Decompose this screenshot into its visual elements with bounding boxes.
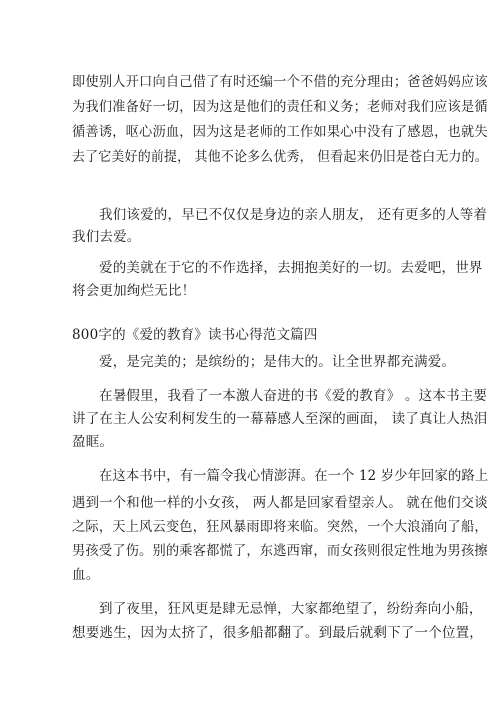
text-line: 我们去爱。 (72, 229, 141, 245)
text-line: 去了它美好的前提， 其他不论多么优秀， 但看起来仍旧是苍白无力的。 (72, 149, 488, 165)
text-line: 到了夜里，狂风更是肆无忌惮，大家都绝望了，纷纷奔向小船， (99, 601, 483, 617)
text-line: 之际，天上风云变色，狂风暴雨即将来临。突然，一个大浪涌向了船， (72, 519, 488, 535)
text-line: 循善诱，呕心沥血，因为这是老师的工作如果心中没有了感恩，也就失 (72, 124, 488, 140)
text-line: 血。 (72, 567, 100, 583)
text-line: 爱的美就在于它的不作选择，去拥抱美好的一切。去爱吧，世界 (99, 260, 483, 276)
text-line: 将会更加绚烂无比！ (72, 283, 196, 299)
text-line: 讲了在主人公安利柯发生的一幕幕感人至深的画面， 读了真让人热泪 (72, 411, 488, 427)
text-line: 我们该爱的，早已不仅仅是身边的亲人朋友， 还有更多的人等着 (99, 207, 488, 223)
text-line: 遇到一个和他一样的小女孩， 两人都是回家看望亲人。 就在他们交谈 (72, 495, 488, 511)
text-line: 即使别人开口向自己借了有时还编一个不借的充分理由；爸爸妈妈应该 (72, 74, 488, 90)
text-line: 在暑假里，我看了一本激人奋进的书《爱的教育》 。这本书主要 (99, 388, 488, 404)
text-line: 爱，是完美的；是缤纷的；是伟大的。让全世界都充满爱。 (99, 354, 456, 370)
text-line: 在这本书中，有一篇令我心情澎湃。在一个 12 岁少年回家的路上 (99, 468, 489, 484)
section-heading: 800字的《爱的教育》读书心得范文篇四 (72, 327, 318, 343)
text-line: 盈眶。 (72, 434, 114, 450)
text-line: 男孩受了伤。别的乘客都慌了，东逃西窜，而女孩则很定性地为男孩擦 (72, 543, 488, 559)
text-line: 想要逃生，因为太挤了，很多船都翻了。到最后就剩下了一个位置， (72, 625, 483, 641)
text-line: 为我们准备好一切，因为这是他们的责任和义务；老师对我们应该是循 (72, 99, 488, 115)
